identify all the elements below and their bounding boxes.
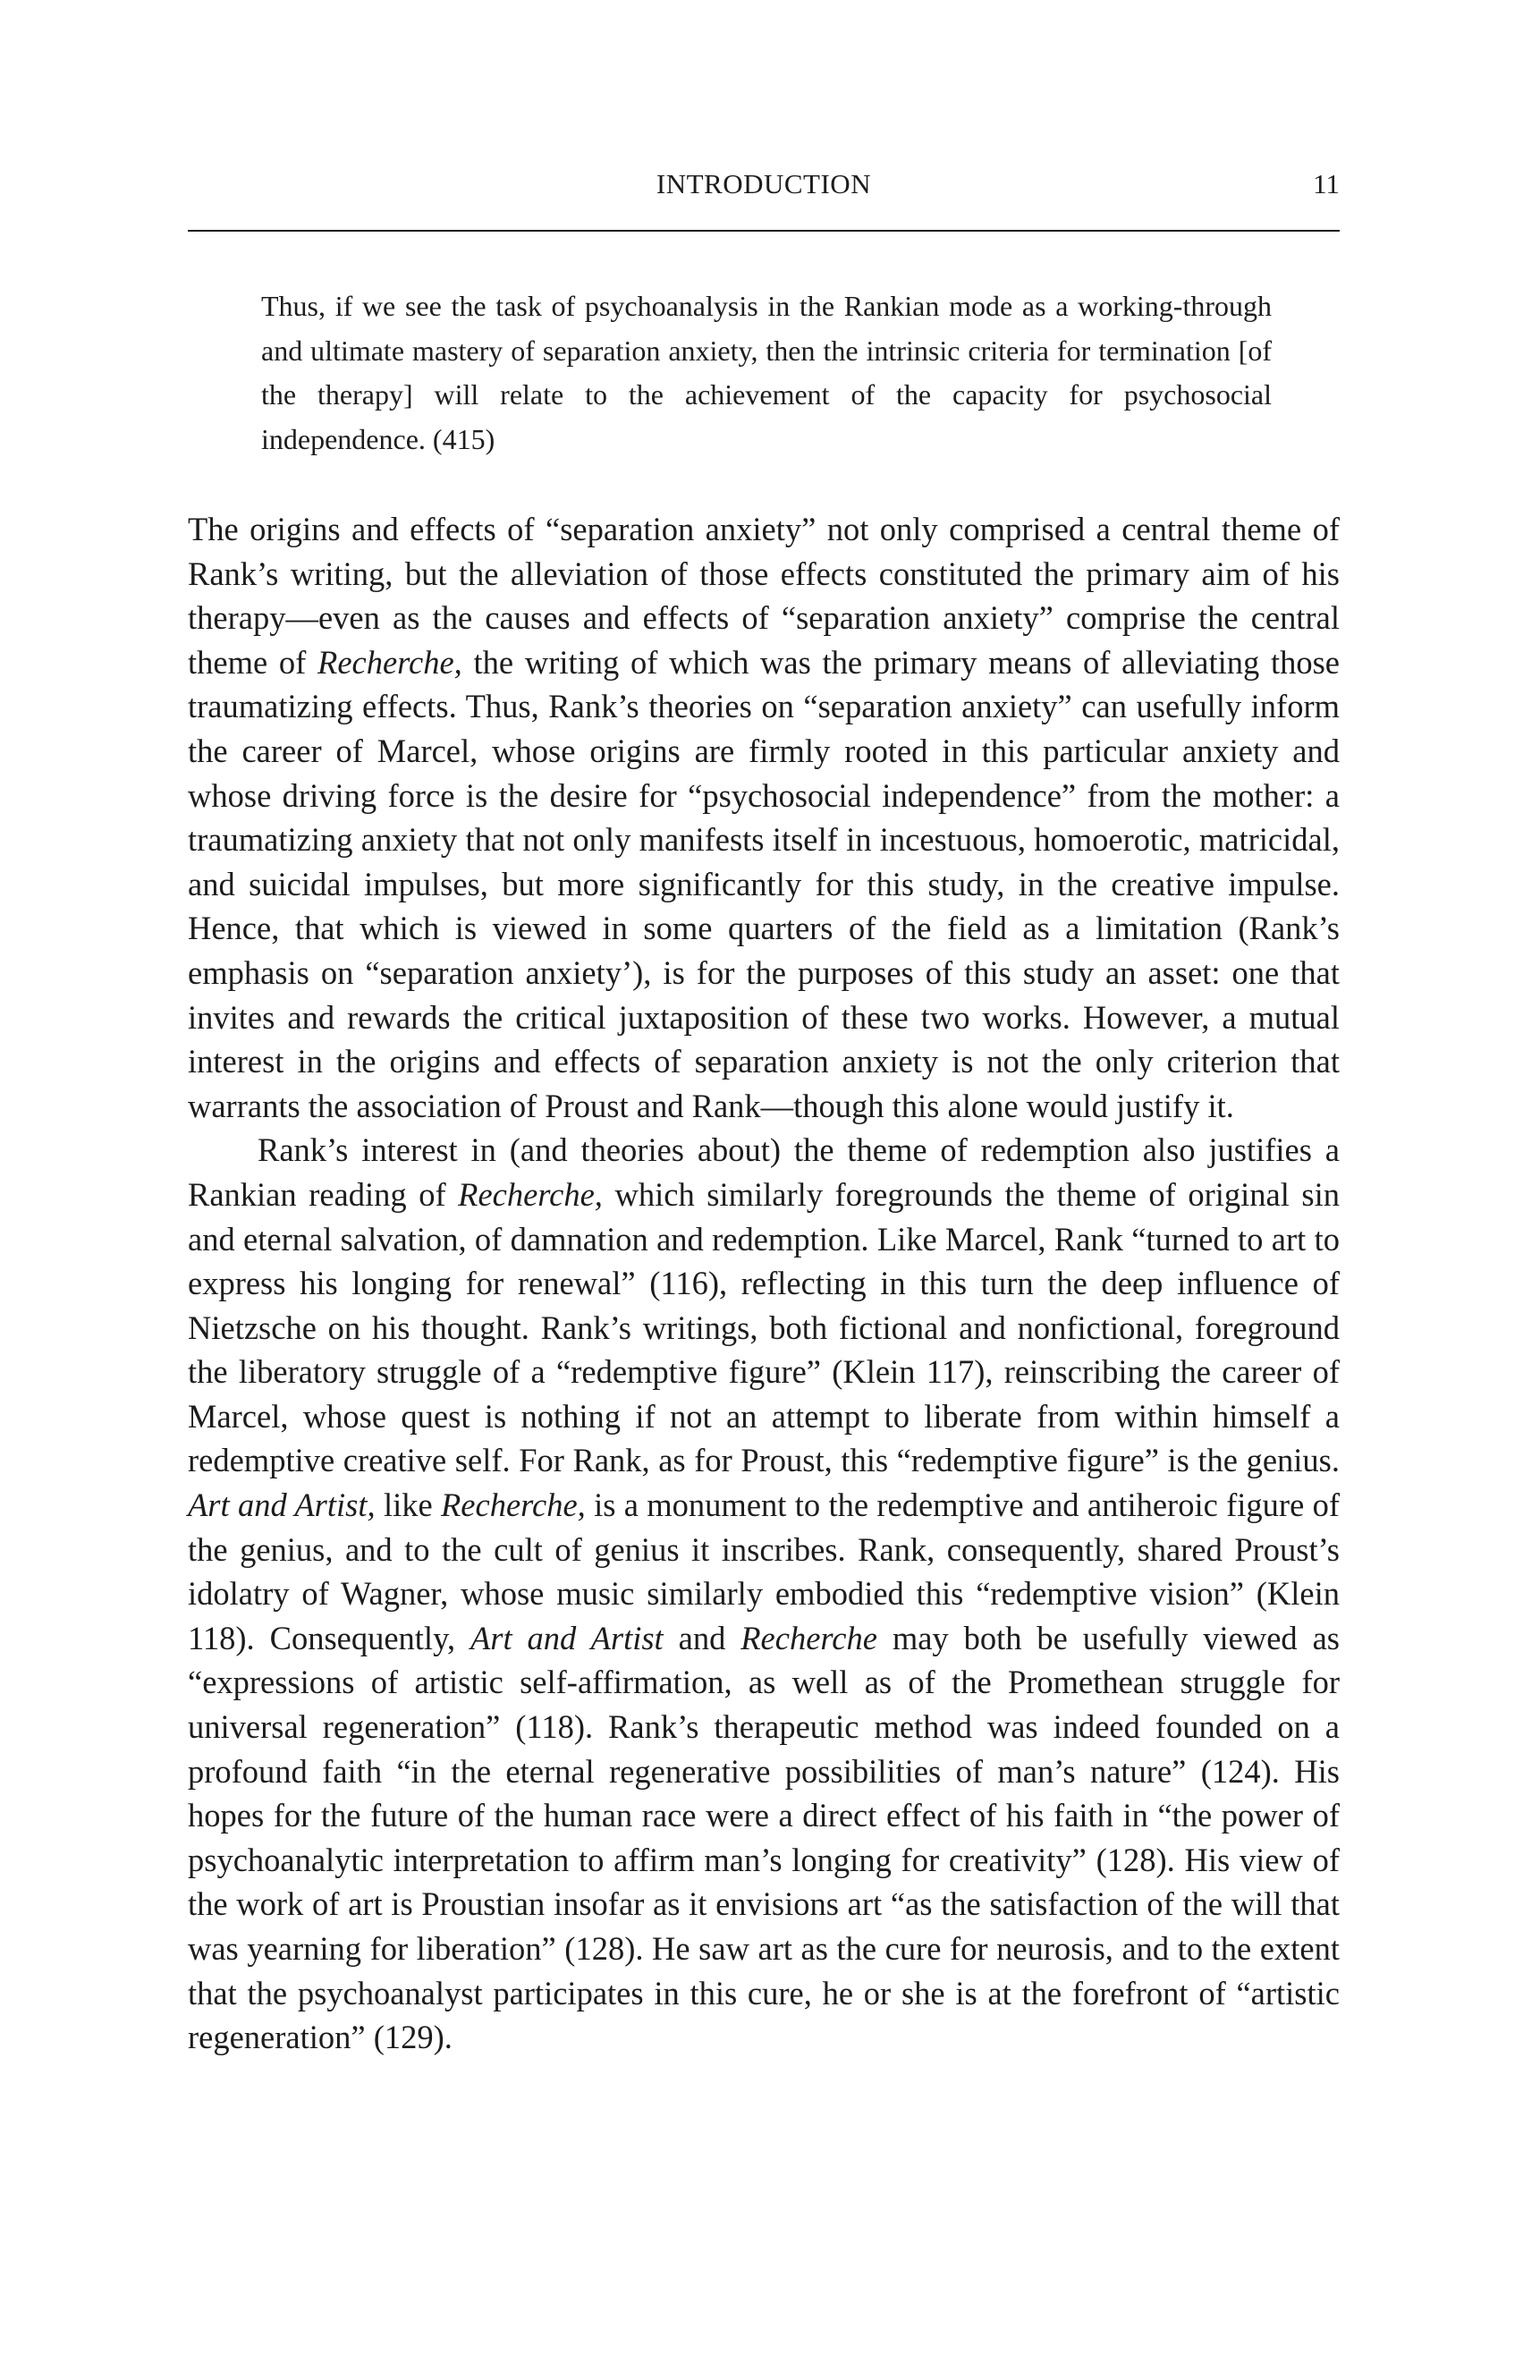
title-recherche: Recherche, bbox=[441, 1486, 586, 1524]
paragraph-2-text: like bbox=[375, 1486, 441, 1524]
paragraph-2-text: Rank’s interest in (and theories about) the theme of redemption also justifies a Rankian reading of bbox=[188, 1131, 1340, 1213]
title-recherche: Recherche, bbox=[458, 1175, 603, 1213]
body-text bbox=[188, 507, 1340, 2060]
header-rule bbox=[188, 230, 1340, 232]
page-number: 11 bbox=[1313, 168, 1340, 199]
title-art-and-artist: Art and Artist bbox=[470, 1619, 664, 1656]
paragraph-1-text: The origins and effects of “separation anxiety” not only comprised a central theme of Rank’s writing, but the alleviation of those effects constituted the primary aim of his therapy—even as the causes and effects of “separation anxiety” comprise the central theme of bbox=[188, 511, 1340, 681]
paragraph-2-text: and bbox=[663, 1619, 741, 1656]
running-title: INTRODUCTION bbox=[656, 168, 872, 199]
title-recherche: Recherche, bbox=[317, 643, 462, 681]
paragraph-2 bbox=[188, 1128, 1340, 2059]
paragraph-2-text: is a monument to the redemptive and antiheroic figure of the genius, and to the cult of genius it inscribes. Rank, consequently, shared Proust’s idolatry of Wagner, whose music similarly embodied this “redemptive vision” (Klein 118). Consequently, bbox=[188, 1486, 1340, 1656]
paragraph-1-text: the writing of which was the primary means of alleviating those traumatizing effects. Thus, Rank’s theories on “separation anxiety” can usefully inform the career of Marcel, whose origins are firmly rooted in this particular anxiety and whose driving force is the desire for “psychosocial independence” from the mother: a traumatizing anxiety that not only manifests itself in incestuous, homoerotic, matricidal, and suicidal impulses, but more significantly for this study, in the creative impulse. Hence, that which is viewed in some quarters of the field as a limitation (Rank’s emphasis on “separation anxiety’), is for the purposes of this study an asset: one that invites and rewards the critical juxtaposition of these two works. However, a mutual interest in the origins and effects of separation anxiety is not the only criterion that warrants the association of Proust and Rank—though this alone would justify it. bbox=[188, 643, 1340, 1124]
title-recherche: Recherche bbox=[740, 1619, 877, 1656]
paragraph-2-text: may both be usefully viewed as “expressions of artistic self-affirmation, as well as of the Promethean struggle for universal regeneration” (118). Rank’s therapeutic method was indeed founded on a profound faith “in the eternal regenerative possibilities of man’s nature” (124). His hopes for the future of the human race were a direct effect of his faith in “the power of psychoanalytic interpretation to affirm man’s longing for creativity” (128). His view of the work of art is Proustian insofar as it envisions art “as the satisfaction of the will that was yearning for liberation” (128). He saw art as the cure for neurosis, and to the extent that the psychoanalyst participates in this cure, he or she is at the forefront of “artistic regeneration” (129). bbox=[188, 1619, 1340, 2056]
paragraph-2-text: which similarly foregrounds the theme of original sin and eternal salvation, of damnation and redemption. Like Marcel, Rank “turned to art to express his longing for renewal” (116), reflecting in this turn the deep influence of Nietzsche on his thought. Rank’s writings, both fictional and nonfictional, foreground the liberatory struggle of a “redemptive figure” (Klein 117), reinscribing the career of Marcel, whose quest is nothing if not an attempt to liberate from within himself a redemptive creative self. For Rank, as for Proust, this “redemptive figure” is the genius. bbox=[188, 1175, 1340, 1479]
running-head bbox=[188, 168, 1340, 204]
title-art-and-artist: Art and Artist, bbox=[188, 1486, 376, 1524]
block-quote: Thus, if we see the task of psychoanalysis in the Rankian mode as a working-through and ultimate mastery of separation anxiety, then the intrinsic criteria for termination [of the therapy] will relate to the achievement of the capacity for psychosocial independence. (415) bbox=[261, 290, 1272, 455]
paragraph-1 bbox=[188, 507, 1340, 1128]
